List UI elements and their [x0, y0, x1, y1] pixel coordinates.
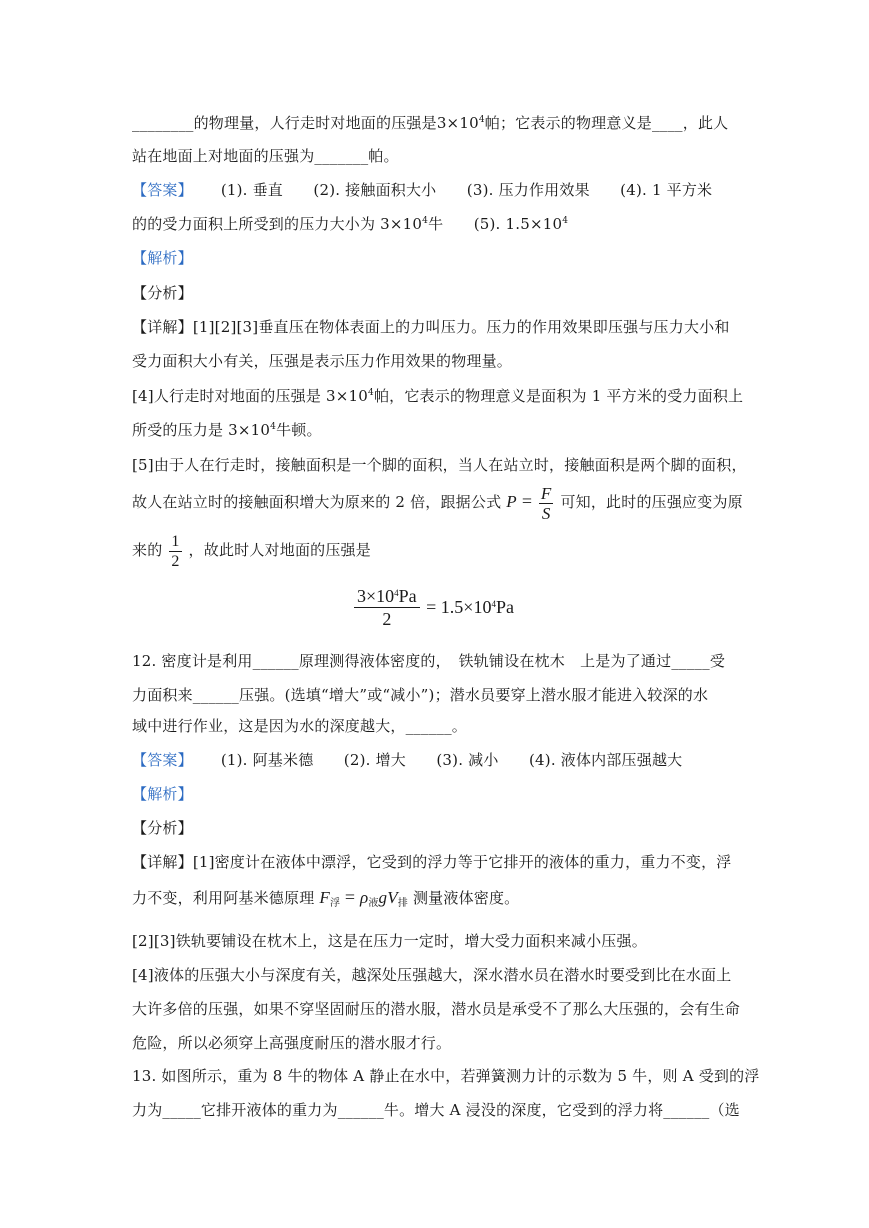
detail-line: [5]由于人在行走时，接触面积是一个脚的面积，当人在站立时，接触面积是两个脚的面积， — [132, 456, 747, 474]
half-fraction: $\frac{1}{2}$ — [171, 532, 180, 570]
detail-line: 【详解】[1][2][3]垂直压在物体表面上的力叫压力。压力的作用效果即压强与压力大小和 — [132, 318, 730, 336]
formula-fraction: $\frac{F}{S}$ — [540, 483, 552, 523]
detail-line: 大许多倍的压强，如果不穿坚固耐压的潜水服，潜水员是承受不了那么大压强的，会有生命 — [132, 1000, 741, 1018]
formula-p: P — [506, 492, 517, 511]
question-13-line: 力为_____它排开液体的重力为______牛。增大 A 浸没的深度，它受到的浮力将______（选 — [132, 1101, 740, 1119]
answer-line: 【答案】 (1). 垂直 (2). 接触面积大小 (3). 压力作用效果 (4). 1 平方米 — [132, 181, 713, 199]
detail-line: 受力面积大小有关，压强是表示压力作用效果的物理量。 — [132, 352, 513, 370]
detail-line: 力不变，利用阿基米德原理 $F_浮 = \rho_液gV_排$ 测量液体密度。 — [132, 887, 520, 909]
answer-line: 【答案】 (1). 阿基米德 (2). 增大 (3). 减小 (4). 液体内部压强越大 — [132, 751, 683, 769]
fenxi-tag: 【分析】 — [132, 819, 193, 837]
question-12-line: 域中进行作业，这是因为水的深度越大，______。 — [132, 717, 468, 735]
answer-line: 的的受力面积上所受到的压力大小为 $3\times 10^4$牛 (5). $1.5\times 10^4$ — [132, 215, 569, 233]
detail-line: [4]人行走时对地面的压强是 $3\times 10^4$帕，它表示的物理意义是面积为 1 平方米的受力面积上 — [132, 387, 744, 405]
question-12: 12. 密度计是利用______原理测得液体密度的， 铁轨铺设在枕木 上是为了通过_____受 — [132, 652, 726, 670]
question-12-line: 力面积来______压强。(选填“增大”或“减小”)；潜水员要穿上潜水服才能进入较深的水 — [132, 686, 709, 704]
detail-line: [2][3]铁轨要铺设在枕木上，这是在压力一定时，增大受力面积来减小压强。 — [132, 932, 647, 950]
detail-line: 危险，所以必须穿上高强度耐压的潜水服才行。 — [132, 1034, 452, 1052]
answer-tag: 【答案】 — [132, 181, 193, 199]
question-13: 13. 如图所示，重为 8 牛的物体 A 静止在水中，若弹簧测力计的示数为 5 牛，则 A 受到的浮 — [132, 1067, 760, 1085]
detail-line: 来的 $\frac{1}{2}$ ，故此时人对地面的压强是 — [132, 532, 371, 570]
detail-line: 【详解】[1]密度计在液体中漂浮，它受到的浮力等于它排开的液体的重力，重力不变，浮 — [132, 853, 732, 871]
text-line: ________的物理量，人行走时对地面的压强是$3\times 10^4$帕；它表示的物理意义是____，此人 — [132, 114, 729, 132]
detail-line: [4]液体的压强大小与深度有关，越深处压强越大，深水潜水员在潜水时要受到比在水面上 — [132, 966, 732, 984]
answer-tag: 【答案】 — [132, 751, 193, 769]
text-line: 站在地面上对地面的压强为_______帕。 — [132, 147, 399, 165]
fenxi-tag: 【分析】 — [132, 284, 193, 302]
detail-line: 所受的压力是 $3\times 10^4$牛顿。 — [132, 421, 322, 439]
analysis-tag: 【解析】 — [132, 249, 193, 267]
pressure-formula: $\frac{3\times 10^4Pa}{2}$ = $1.5\times 10^4Pa$ — [352, 585, 514, 630]
detail-line: 故人在站立时的接触面积增大为原来的 2 倍，跟据公式 P = $\frac{F}{S}$ 可知，此时的压强应变为原 — [132, 483, 743, 523]
analysis-tag: 【解析】 — [132, 785, 193, 803]
